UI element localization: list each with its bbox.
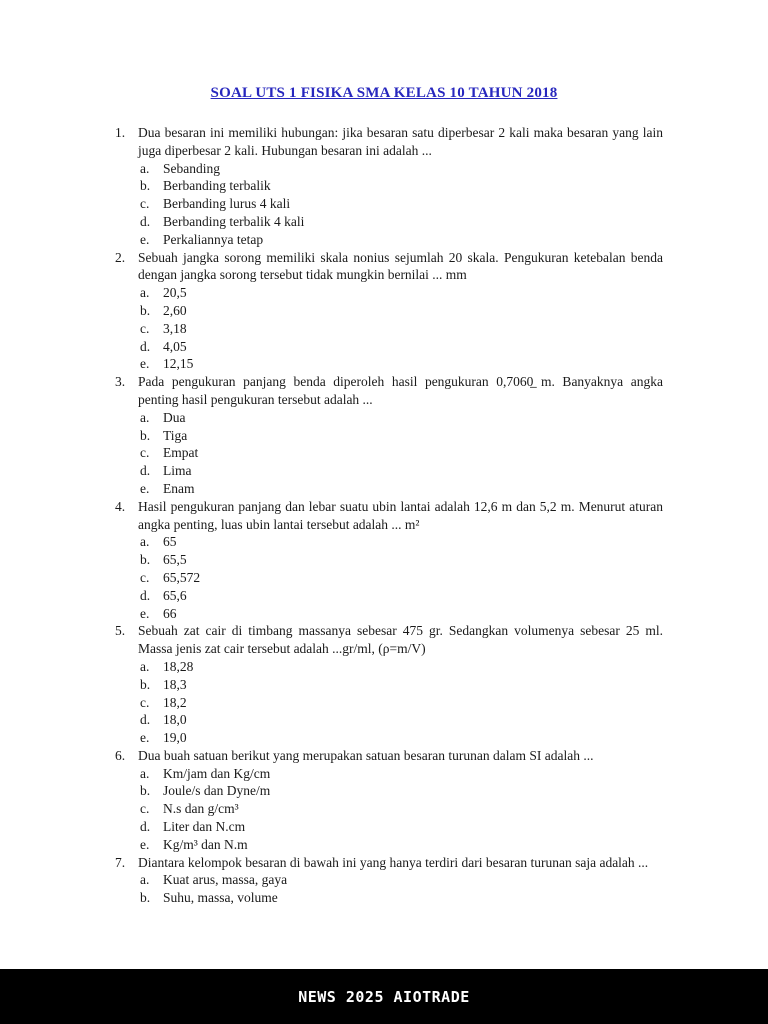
option-letter: a. <box>140 872 150 888</box>
option-text: Berbanding terbalik <box>163 178 271 194</box>
option-letter: e. <box>140 231 150 247</box>
answer-option <box>140 160 663 178</box>
option-letter: b. <box>140 552 151 568</box>
option-letter: a. <box>140 534 150 550</box>
option-text: 18,2 <box>163 694 187 710</box>
option-text: 65,572 <box>163 569 201 585</box>
options-list <box>138 658 663 747</box>
option-letter: d. <box>140 587 151 603</box>
option-letter: e. <box>140 605 150 621</box>
option-letter: c. <box>140 320 150 336</box>
option-text: Joule/s dan Dyne/m <box>163 783 271 799</box>
option-text: Tiga <box>163 427 188 443</box>
option-letter: b. <box>140 302 151 318</box>
answer-option <box>140 694 663 712</box>
option-text: 3,18 <box>163 320 187 336</box>
option-text: Empat <box>163 445 199 461</box>
question-number: 2. <box>115 249 126 265</box>
answer-option <box>140 800 663 818</box>
option-letter: d. <box>140 213 151 229</box>
question <box>115 498 663 623</box>
question-text: Dua buah satuan berikut yang merupakan satuan besaran turunan dalam SI adalah ... <box>138 747 594 763</box>
answer-option <box>140 676 663 694</box>
options-list <box>138 871 663 907</box>
option-text: 65,6 <box>163 587 187 603</box>
option-text: 18,0 <box>163 712 187 728</box>
question-body <box>138 124 663 249</box>
questions-list <box>115 124 663 907</box>
answer-option <box>140 195 663 213</box>
question <box>115 622 663 747</box>
question-text: Diantara kelompok besaran di bawah ini yang hanya terdiri dari besaran turunan saja adalah ... <box>138 854 649 870</box>
option-letter: e. <box>140 480 150 496</box>
answer-option <box>140 177 663 195</box>
answer-option <box>140 409 663 427</box>
answer-option <box>140 427 663 445</box>
answer-option <box>140 871 663 889</box>
option-letter: e. <box>140 356 150 372</box>
answer-option <box>140 711 663 729</box>
option-letter: d. <box>140 712 151 728</box>
option-text: Sebanding <box>163 160 220 176</box>
option-letter: b. <box>140 890 151 906</box>
option-text: 20,5 <box>163 285 187 301</box>
option-letter: a. <box>140 658 150 674</box>
answer-option <box>140 587 663 605</box>
answer-option <box>140 782 663 800</box>
question-body <box>138 622 663 747</box>
answer-option <box>140 658 663 676</box>
option-text: 18,28 <box>163 658 194 674</box>
question-number: 7. <box>115 854 126 870</box>
answer-option <box>140 338 663 356</box>
question <box>115 249 663 374</box>
question-text: Sebuah zat cair di timbang massanya sebesar 475 gr. Sedangkan volumenya sebesar 25 ml. Massa jenis zat cair tersebut adalah ...gr/ml, (ρ=m/V) <box>138 623 663 657</box>
question-number: 5. <box>115 623 126 639</box>
question-body <box>138 498 663 623</box>
answer-option <box>140 213 663 231</box>
answer-option <box>140 480 663 498</box>
option-letter: e. <box>140 836 150 852</box>
option-letter: b. <box>140 178 151 194</box>
answer-option <box>140 551 663 569</box>
question-body <box>138 747 663 854</box>
option-letter: d. <box>140 819 151 835</box>
question-number: 4. <box>115 498 126 514</box>
answer-option <box>140 605 663 623</box>
option-text: Kuat arus, massa, gaya <box>163 872 288 888</box>
option-text: Km/jam dan Kg/cm <box>163 765 271 781</box>
option-text: Dua <box>163 409 186 425</box>
footer-bar <box>0 969 768 1024</box>
options-list <box>138 284 663 373</box>
option-text: Enam <box>163 480 195 496</box>
answer-option <box>140 302 663 320</box>
answer-option <box>140 231 663 249</box>
answer-option <box>140 569 663 587</box>
answer-option <box>140 818 663 836</box>
question-number: 6. <box>115 747 126 763</box>
answer-option <box>140 444 663 462</box>
option-text: Lima <box>163 463 192 479</box>
option-text: Liter dan N.cm <box>163 819 246 835</box>
option-letter: b. <box>140 427 151 443</box>
option-text: N.s dan g/cm³ <box>163 801 239 817</box>
option-text: 65,5 <box>163 552 187 568</box>
answer-option <box>140 320 663 338</box>
answer-option <box>140 355 663 373</box>
option-text: 19,0 <box>163 730 187 746</box>
option-text: 65 <box>163 534 177 550</box>
options-list <box>138 160 663 249</box>
option-letter: d. <box>140 463 151 479</box>
option-text: 66 <box>163 605 177 621</box>
option-letter: a. <box>140 160 150 176</box>
answer-option <box>140 729 663 747</box>
option-letter: c. <box>140 801 150 817</box>
option-letter: d. <box>140 338 151 354</box>
option-text: Perkaliannya tetap <box>163 231 264 247</box>
answer-option <box>140 462 663 480</box>
answer-option <box>140 765 663 783</box>
question-number: 3. <box>115 374 126 390</box>
question <box>115 124 663 249</box>
option-text: 12,15 <box>163 356 194 372</box>
footer-watermark-text: NEWS 2025 AIOTRADE <box>298 987 470 1006</box>
option-letter: c. <box>140 694 150 710</box>
option-letter: a. <box>140 409 150 425</box>
option-letter: a. <box>140 765 150 781</box>
option-letter: c. <box>140 569 150 585</box>
answer-option <box>140 284 663 302</box>
option-text: Suhu, massa, volume <box>163 890 278 906</box>
option-letter: b. <box>140 676 151 692</box>
answer-option <box>140 836 663 854</box>
question-body <box>138 854 663 907</box>
option-letter: b. <box>140 783 151 799</box>
option-letter: a. <box>140 285 150 301</box>
option-text: 18,3 <box>163 676 187 692</box>
options-list <box>138 765 663 854</box>
question-body <box>138 373 663 498</box>
question-text: Sebuah jangka sorong memiliki skala nonius sejumlah 20 skala. Pengukuran ketebalan benda dengan jangka sorong tersebut tidak mungkin bernilai ... mm <box>138 249 663 283</box>
answer-option <box>140 533 663 551</box>
question-text: Hasil pengukuran panjang dan lebar suatu ubin lantai adalah 12,6 m dan 5,2 m. Menurut aturan angka penting, luas ubin lantai tersebut adalah ... m² <box>138 498 663 532</box>
question-number: 1. <box>115 125 126 140</box>
option-text: Berbanding terbalik 4 kali <box>163 213 305 229</box>
question-text: Dua besaran ini memiliki hubungan: jika besaran satu diperbesar 2 kali maka besaran yang lain juga diperbesar 2 kali. Hubungan besaran ini adalah ... <box>138 125 663 158</box>
answer-option <box>140 889 663 907</box>
question <box>115 373 663 498</box>
option-text: 4,05 <box>163 338 187 354</box>
question-text: Pada pengukuran panjang benda diperoleh hasil pengukuran 0,7060̲ m. Banyaknya angka penting hasil pengukuran tersebut adalah ... <box>138 374 663 407</box>
question <box>115 747 663 854</box>
option-letter: e. <box>140 730 150 746</box>
options-list <box>138 533 663 622</box>
option-text: 2,60 <box>163 302 187 318</box>
question-body <box>138 249 663 374</box>
option-text: Berbanding lurus 4 kali <box>163 196 291 212</box>
option-text: Kg/m³ dan N.m <box>163 836 248 852</box>
page-title: SOAL UTS 1 FISIKA SMA KELAS 10 TAHUN 2018 <box>210 85 558 101</box>
options-list <box>138 409 663 498</box>
question <box>115 854 663 907</box>
option-letter: c. <box>140 445 150 461</box>
option-letter: c. <box>140 196 150 212</box>
